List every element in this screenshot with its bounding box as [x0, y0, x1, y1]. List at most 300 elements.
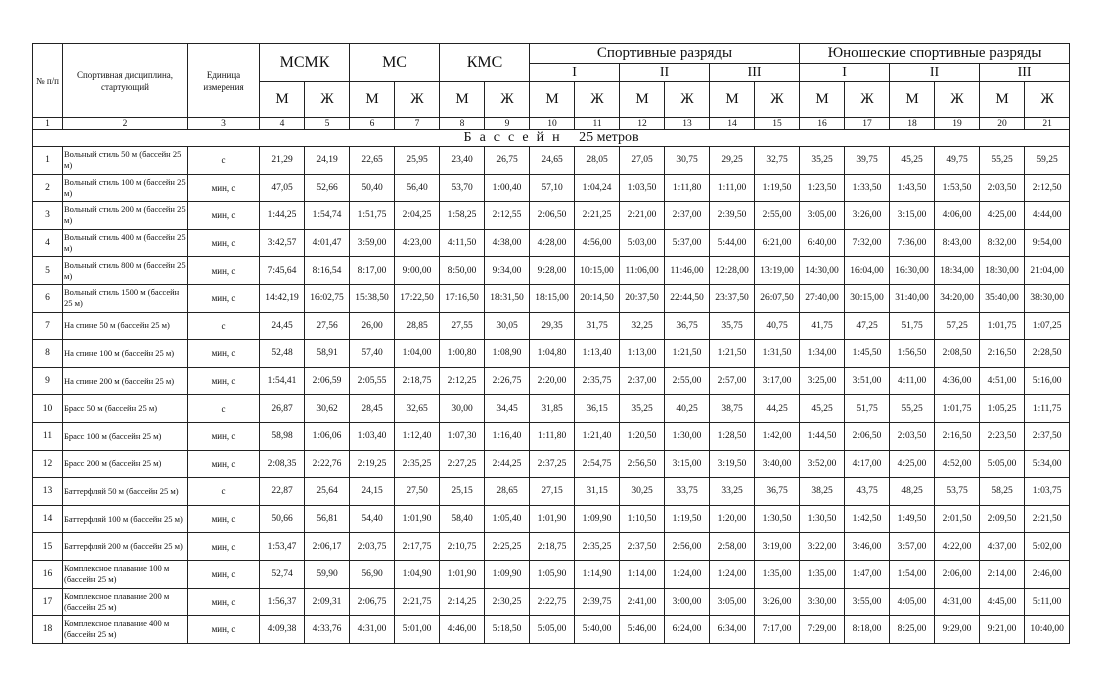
time-value: 1:21,50: [710, 340, 755, 368]
time-value: 2:27,25: [440, 450, 485, 478]
time-value: 40,25: [665, 395, 710, 423]
time-value: 1:10,50: [620, 505, 665, 533]
time-value: 4:52,00: [935, 450, 980, 478]
time-value: 10:15,00: [575, 257, 620, 285]
time-value: 18:31,50: [485, 284, 530, 312]
column-number: 1: [33, 118, 63, 130]
time-value: 1:54,41: [260, 367, 305, 395]
time-value: 3:25,00: [800, 367, 845, 395]
time-value: 30,25: [620, 478, 665, 506]
time-value: 2:21,75: [395, 588, 440, 616]
time-value: 1:49,50: [890, 505, 935, 533]
time-value: 12:28,00: [710, 257, 755, 285]
time-value: 28,45: [350, 395, 395, 423]
unit-cell: мин, с: [188, 229, 260, 257]
unit-cell: мин, с: [188, 202, 260, 230]
time-value: 45,25: [890, 147, 935, 175]
time-value: 1:47,00: [845, 560, 890, 588]
time-value: 54,40: [350, 505, 395, 533]
time-value: 1:11,80: [665, 174, 710, 202]
time-value: 4:09,38: [260, 616, 305, 644]
row-number: 17: [33, 588, 63, 616]
time-value: 38:30,00: [1025, 284, 1070, 312]
time-value: 1:58,25: [440, 202, 485, 230]
time-value: 2:18,75: [395, 367, 440, 395]
time-value: 1:08,90: [485, 340, 530, 368]
time-value: 33,75: [665, 478, 710, 506]
time-value: 1:21,50: [665, 340, 710, 368]
time-value: 1:01,75: [935, 395, 980, 423]
time-value: 25,15: [440, 478, 485, 506]
time-value: 2:16,50: [980, 340, 1025, 368]
time-value: 1:01,75: [980, 312, 1025, 340]
time-value: 2:22,75: [530, 588, 575, 616]
time-value: 1:04,80: [530, 340, 575, 368]
column-number: 5: [305, 118, 350, 130]
discipline-name: Брасс 50 м (бассейн 25 м): [63, 395, 188, 423]
time-value: 3:59,00: [350, 229, 395, 257]
time-value: 1:04,00: [395, 340, 440, 368]
column-number: 13: [665, 118, 710, 130]
time-value: 1:01,90: [440, 560, 485, 588]
time-value: 5:16,00: [1025, 367, 1070, 395]
time-value: 50,40: [350, 174, 395, 202]
time-value: 2:06,17: [305, 533, 350, 561]
time-value: 53,75: [935, 478, 980, 506]
time-value: 30,62: [305, 395, 350, 423]
time-value: 3:15,00: [890, 202, 935, 230]
time-value: 21:04,00: [1025, 257, 1070, 285]
time-value: 3:22,00: [800, 533, 845, 561]
time-value: 2:10,75: [440, 533, 485, 561]
time-value: 28,85: [395, 312, 440, 340]
column-number: 12: [620, 118, 665, 130]
time-value: 2:08,50: [935, 340, 980, 368]
time-value: 1:03,50: [620, 174, 665, 202]
time-value: 3:51,00: [845, 367, 890, 395]
time-value: 17:16,50: [440, 284, 485, 312]
time-value: 2:06,75: [350, 588, 395, 616]
unit-cell: мин, с: [188, 174, 260, 202]
time-value: 4:45,00: [980, 588, 1025, 616]
time-value: 57,10: [530, 174, 575, 202]
time-value: 48,25: [890, 478, 935, 506]
time-value: 2:37,25: [530, 450, 575, 478]
discipline-name: Вольный стиль 1500 м (бассейн 25 м): [63, 284, 188, 312]
time-value: 9:00,00: [395, 257, 440, 285]
time-value: 34,45: [485, 395, 530, 423]
time-value: 43,75: [845, 478, 890, 506]
header-men: М: [260, 82, 305, 118]
header-men: М: [530, 82, 575, 118]
time-value: 2:46,00: [1025, 560, 1070, 588]
time-value: 4:28,00: [530, 229, 575, 257]
time-value: 2:41,00: [620, 588, 665, 616]
time-value: 32,25: [620, 312, 665, 340]
time-value: 2:30,25: [485, 588, 530, 616]
time-value: 11:46,00: [665, 257, 710, 285]
time-value: 57,40: [350, 340, 395, 368]
time-value: 2:22,76: [305, 450, 350, 478]
time-value: 29,35: [530, 312, 575, 340]
time-value: 29,25: [710, 147, 755, 175]
time-value: 2:44,25: [485, 450, 530, 478]
time-value: 4:37,00: [980, 533, 1025, 561]
time-value: 26:07,50: [755, 284, 800, 312]
row-number: 1: [33, 147, 63, 175]
time-value: 1:11,00: [710, 174, 755, 202]
time-value: 16:30,00: [890, 257, 935, 285]
time-value: 2:37,00: [665, 202, 710, 230]
time-value: 4:38,00: [485, 229, 530, 257]
discipline-name: Вольный стиль 400 м (бассейн 25 м): [63, 229, 188, 257]
section-title-spaced: Бассейн: [463, 130, 568, 145]
time-value: 2:55,00: [665, 367, 710, 395]
time-value: 51,75: [845, 395, 890, 423]
row-number: 12: [33, 450, 63, 478]
table-row: [33, 395, 1070, 423]
time-value: 52,74: [260, 560, 305, 588]
unit-cell: мин, с: [188, 505, 260, 533]
header-youth-rank-3: III: [980, 64, 1070, 82]
time-value: 1:33,50: [845, 174, 890, 202]
time-value: 39,75: [845, 147, 890, 175]
column-number: 15: [755, 118, 800, 130]
time-value: 38,25: [800, 478, 845, 506]
time-value: 8:18,00: [845, 616, 890, 644]
time-value: 6:21,00: [755, 229, 800, 257]
time-value: 4:11,50: [440, 229, 485, 257]
time-value: 2:39,75: [575, 588, 620, 616]
time-value: 1:06,06: [305, 422, 350, 450]
time-value: 5:18,50: [485, 616, 530, 644]
time-value: 2:35,25: [395, 450, 440, 478]
row-number: 11: [33, 422, 63, 450]
row-number: 9: [33, 367, 63, 395]
time-value: 1:01,90: [530, 505, 575, 533]
time-value: 4:31,00: [935, 588, 980, 616]
time-value: 4:25,00: [890, 450, 935, 478]
time-value: 1:53,50: [935, 174, 980, 202]
column-number: 2: [63, 118, 188, 130]
time-value: 24,15: [350, 478, 395, 506]
time-value: 4:36,00: [935, 367, 980, 395]
time-value: 1:14,00: [620, 560, 665, 588]
header-men: М: [710, 82, 755, 118]
time-value: 1:24,00: [665, 560, 710, 588]
table-row: [33, 174, 1070, 202]
time-value: 2:16,50: [935, 422, 980, 450]
header-msmk: МСМК: [260, 44, 350, 82]
time-value: 3:26,00: [755, 588, 800, 616]
time-value: 1:11,75: [1025, 395, 1070, 423]
time-value: 2:58,00: [710, 533, 755, 561]
time-value: 31,75: [575, 312, 620, 340]
time-value: 2:04,25: [395, 202, 440, 230]
time-value: 1:42,00: [755, 422, 800, 450]
table-row: [33, 284, 1070, 312]
table-row: [33, 505, 1070, 533]
time-value: 2:03,75: [350, 533, 395, 561]
time-value: 1:05,90: [530, 560, 575, 588]
column-number: 10: [530, 118, 575, 130]
time-value: 1:45,50: [845, 340, 890, 368]
time-value: 2:03,50: [980, 174, 1025, 202]
time-value: 2:21,00: [620, 202, 665, 230]
time-value: 3:00,00: [665, 588, 710, 616]
header-women: Ж: [575, 82, 620, 118]
row-number: 5: [33, 257, 63, 285]
header-rank-3: III: [710, 64, 800, 82]
time-value: 18:30,00: [980, 257, 1025, 285]
time-value: 3:26,00: [845, 202, 890, 230]
header-rank-2: II: [620, 64, 710, 82]
time-value: 1:07,25: [1025, 312, 1070, 340]
time-value: 4:56,00: [575, 229, 620, 257]
discipline-name: Брасс 200 м (бассейн 25 м): [63, 450, 188, 478]
time-value: 1:53,47: [260, 533, 305, 561]
time-value: 1:04,90: [395, 560, 440, 588]
time-value: 3:52,00: [800, 450, 845, 478]
time-value: 14:30,00: [800, 257, 845, 285]
time-value: 16:02,75: [305, 284, 350, 312]
discipline-name: На спине 50 м (бассейн 25 м): [63, 312, 188, 340]
time-value: 4:51,00: [980, 367, 1025, 395]
time-value: 18:15,00: [530, 284, 575, 312]
time-value: 28,05: [575, 147, 620, 175]
time-value: 2:56,00: [665, 533, 710, 561]
column-number: 11: [575, 118, 620, 130]
time-value: 4:01,47: [305, 229, 350, 257]
time-value: 31:40,00: [890, 284, 935, 312]
table-row: [33, 202, 1070, 230]
time-value: 2:03,50: [890, 422, 935, 450]
time-value: 5:44,00: [710, 229, 755, 257]
time-value: 1:12,40: [395, 422, 440, 450]
time-value: 1:51,75: [350, 202, 395, 230]
time-value: 5:11,00: [1025, 588, 1070, 616]
header-youth-ranks: Юношеские спортивные разряды: [800, 44, 1070, 64]
time-value: 1:24,00: [710, 560, 755, 588]
row-number: 7: [33, 312, 63, 340]
header-women: Ж: [305, 82, 350, 118]
time-value: 25,95: [395, 147, 440, 175]
time-value: 2:54,75: [575, 450, 620, 478]
time-value: 35,25: [620, 395, 665, 423]
time-value: 7:32,00: [845, 229, 890, 257]
time-value: 21,29: [260, 147, 305, 175]
time-value: 1:14,90: [575, 560, 620, 588]
unit-cell: мин, с: [188, 340, 260, 368]
time-value: 1:34,00: [800, 340, 845, 368]
header-men: М: [350, 82, 395, 118]
time-value: 56,40: [395, 174, 440, 202]
unit-cell: мин, с: [188, 560, 260, 588]
time-value: 4:46,00: [440, 616, 485, 644]
row-number: 2: [33, 174, 63, 202]
time-value: 2:28,50: [1025, 340, 1070, 368]
time-value: 44,25: [755, 395, 800, 423]
column-number: 18: [890, 118, 935, 130]
unit-cell: с: [188, 395, 260, 423]
time-value: 2:55,00: [755, 202, 800, 230]
time-value: 4:11,00: [890, 367, 935, 395]
time-value: 17:22,50: [395, 284, 440, 312]
time-value: 5:05,00: [530, 616, 575, 644]
time-value: 2:09,31: [305, 588, 350, 616]
column-number: 21: [1025, 118, 1070, 130]
time-value: 58,40: [440, 505, 485, 533]
discipline-name: Брасс 100 м (бассейн 25 м): [63, 422, 188, 450]
time-value: 4:23,00: [395, 229, 440, 257]
table-row: [33, 367, 1070, 395]
table-row: [33, 229, 1070, 257]
time-value: 22:44,50: [665, 284, 710, 312]
time-value: 41,75: [800, 312, 845, 340]
unit-cell: с: [188, 478, 260, 506]
time-value: 13:19,00: [755, 257, 800, 285]
time-value: 30,00: [440, 395, 485, 423]
time-value: 9:29,00: [935, 616, 980, 644]
time-value: 3:30,00: [800, 588, 845, 616]
time-value: 23:37,50: [710, 284, 755, 312]
time-value: 1:13,00: [620, 340, 665, 368]
time-value: 7:17,00: [755, 616, 800, 644]
table-row: [33, 588, 1070, 616]
time-value: 1:21,40: [575, 422, 620, 450]
time-value: 26,00: [350, 312, 395, 340]
time-value: 57,25: [935, 312, 980, 340]
time-value: 55,25: [980, 147, 1025, 175]
column-number: 4: [260, 118, 305, 130]
time-value: 9:21,00: [980, 616, 1025, 644]
time-value: 1:05,40: [485, 505, 530, 533]
time-value: 3:42,57: [260, 229, 305, 257]
time-value: 32,75: [755, 147, 800, 175]
time-value: 8:17,00: [350, 257, 395, 285]
time-value: 3:55,00: [845, 588, 890, 616]
time-value: 27,55: [440, 312, 485, 340]
discipline-name: Вольный стиль 50 м (бассейн 25 м): [63, 147, 188, 175]
time-value: 7:36,00: [890, 229, 935, 257]
table-row: [33, 340, 1070, 368]
time-value: 35,75: [710, 312, 755, 340]
column-number: 16: [800, 118, 845, 130]
time-value: 6:40,00: [800, 229, 845, 257]
time-value: 58,91: [305, 340, 350, 368]
time-value: 1:43,50: [890, 174, 935, 202]
unit-cell: мин, с: [188, 533, 260, 561]
time-value: 1:19,50: [665, 505, 710, 533]
header-ms: МС: [350, 44, 440, 82]
time-value: 30,75: [665, 147, 710, 175]
time-value: 30,05: [485, 312, 530, 340]
time-value: 22,87: [260, 478, 305, 506]
time-value: 24,65: [530, 147, 575, 175]
time-value: 36,75: [755, 478, 800, 506]
header-men: М: [440, 82, 485, 118]
time-value: 2:17,75: [395, 533, 440, 561]
column-number: 7: [395, 118, 440, 130]
time-value: 2:08,35: [260, 450, 305, 478]
time-value: 1:13,40: [575, 340, 620, 368]
time-value: 1:35,00: [800, 560, 845, 588]
time-value: 40,75: [755, 312, 800, 340]
time-value: 1:03,40: [350, 422, 395, 450]
header-women: Ж: [485, 82, 530, 118]
row-number: 3: [33, 202, 63, 230]
time-value: 28,65: [485, 478, 530, 506]
time-value: 9:28,00: [530, 257, 575, 285]
time-value: 1:30,50: [800, 505, 845, 533]
time-value: 1:30,50: [755, 505, 800, 533]
time-value: 15:38,50: [350, 284, 395, 312]
header-men: М: [980, 82, 1025, 118]
time-value: 3:17,00: [755, 367, 800, 395]
table-row: [33, 533, 1070, 561]
time-value: 3:46,00: [845, 533, 890, 561]
header-women: Ж: [845, 82, 890, 118]
row-number: 16: [33, 560, 63, 588]
time-value: 59,90: [305, 560, 350, 588]
time-value: 5:05,00: [980, 450, 1025, 478]
time-value: 1:44,50: [800, 422, 845, 450]
row-number: 15: [33, 533, 63, 561]
time-value: 9:34,00: [485, 257, 530, 285]
time-value: 11:06,00: [620, 257, 665, 285]
time-value: 27,05: [620, 147, 665, 175]
time-value: 56,90: [350, 560, 395, 588]
time-value: 1:09,90: [485, 560, 530, 588]
time-value: 2:39,50: [710, 202, 755, 230]
time-value: 1:54,74: [305, 202, 350, 230]
time-value: 2:37,50: [1025, 422, 1070, 450]
time-value: 5:46,00: [620, 616, 665, 644]
row-number: 13: [33, 478, 63, 506]
time-value: 1:19,50: [755, 174, 800, 202]
discipline-name: Баттерфляй 100 м (бассейн 25 м): [63, 505, 188, 533]
time-value: 9:54,00: [1025, 229, 1070, 257]
discipline-name: Баттерфляй 50 м (бассейн 25 м): [63, 478, 188, 506]
time-value: 58,98: [260, 422, 305, 450]
time-value: 7:45,64: [260, 257, 305, 285]
column-number: 20: [980, 118, 1025, 130]
time-value: 23,40: [440, 147, 485, 175]
section-title-tail: 25 метров: [579, 130, 639, 145]
time-value: 4:25,00: [980, 202, 1025, 230]
time-value: 51,75: [890, 312, 935, 340]
column-number: 3: [188, 118, 260, 130]
unit-cell: мин, с: [188, 367, 260, 395]
time-value: 1:03,75: [1025, 478, 1070, 506]
time-value: 20:14,50: [575, 284, 620, 312]
time-value: 32,65: [395, 395, 440, 423]
time-value: 2:12,50: [1025, 174, 1070, 202]
table-row: [33, 616, 1070, 644]
time-value: 2:06,50: [530, 202, 575, 230]
time-value: 7:29,00: [800, 616, 845, 644]
time-value: 35:40,00: [980, 284, 1025, 312]
unit-cell: мин, с: [188, 616, 260, 644]
table-row: [33, 422, 1070, 450]
time-value: 2:19,25: [350, 450, 395, 478]
time-value: 1:01,90: [395, 505, 440, 533]
time-value: 5:03,00: [620, 229, 665, 257]
table-row: [33, 450, 1070, 478]
time-value: 3:19,00: [755, 533, 800, 561]
header-sport-ranks: Спортивные разряды: [530, 44, 800, 64]
time-value: 56,81: [305, 505, 350, 533]
